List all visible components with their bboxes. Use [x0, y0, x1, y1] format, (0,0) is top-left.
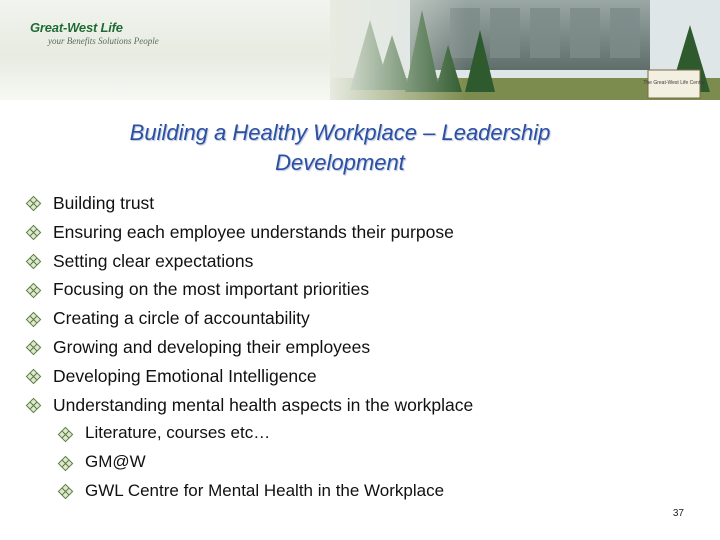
slide-title-line-2: Development [275, 150, 405, 175]
diamond-bullet-icon [58, 426, 74, 442]
diamond-bullet-icon [26, 283, 42, 299]
page-number: 37 [672, 508, 684, 519]
bullet-text: GWL Centre for Mental Health in the Workplace [85, 480, 445, 500]
company-logo [30, 20, 159, 46]
bullet-item [28, 304, 688, 333]
diamond-bullet-icon [26, 196, 42, 212]
bullet-item [28, 189, 688, 218]
slide-title-line-1: Building a Healthy Workplace – Leadership [129, 120, 551, 145]
bullet-text: Ensuring each employee understands their purpose [53, 221, 454, 242]
diamond-bullet-icon [26, 369, 42, 385]
bullet-item [28, 218, 688, 247]
bullet-item [28, 275, 688, 304]
bullet-item [28, 247, 688, 276]
diamond-bullet-icon [26, 398, 42, 414]
building-sign-text: The Great-West Life Centre [643, 80, 705, 86]
logo-tagline: your Benefits Solutions People [48, 36, 159, 46]
diamond-bullet-icon [26, 340, 42, 356]
bullet-list [28, 189, 688, 506]
bullet-text: Building trust [53, 193, 155, 213]
bullet-text: Setting clear expectations [53, 250, 254, 271]
bullet-text: Literature, courses etc… [85, 423, 271, 443]
bullet-text: Focusing on the most important priorities [53, 279, 370, 300]
bullet-item [28, 391, 688, 420]
logo-name: Great-West Life [30, 20, 123, 35]
bullet-text: Growing and developing their employees [53, 336, 371, 357]
slide-title [60, 118, 620, 178]
bullet-text: Creating a circle of accountability [53, 308, 310, 329]
sub-bullet-item [60, 448, 688, 477]
bullet-item [28, 333, 688, 362]
bullet-item [28, 362, 688, 391]
diamond-bullet-icon [26, 311, 42, 327]
diamond-bullet-icon [58, 484, 74, 500]
diamond-bullet-icon [58, 455, 74, 471]
bullet-text: GM@W [85, 452, 146, 472]
diamond-bullet-icon [26, 254, 42, 270]
sub-bullet-item [60, 477, 688, 506]
bullet-text: Developing Emotional Intelligence [53, 365, 317, 386]
building-photo [330, 0, 720, 100]
bullet-text: Understanding mental health aspects in the workplace [53, 394, 474, 415]
diamond-bullet-icon [26, 225, 42, 241]
sub-bullet-item [60, 419, 688, 448]
